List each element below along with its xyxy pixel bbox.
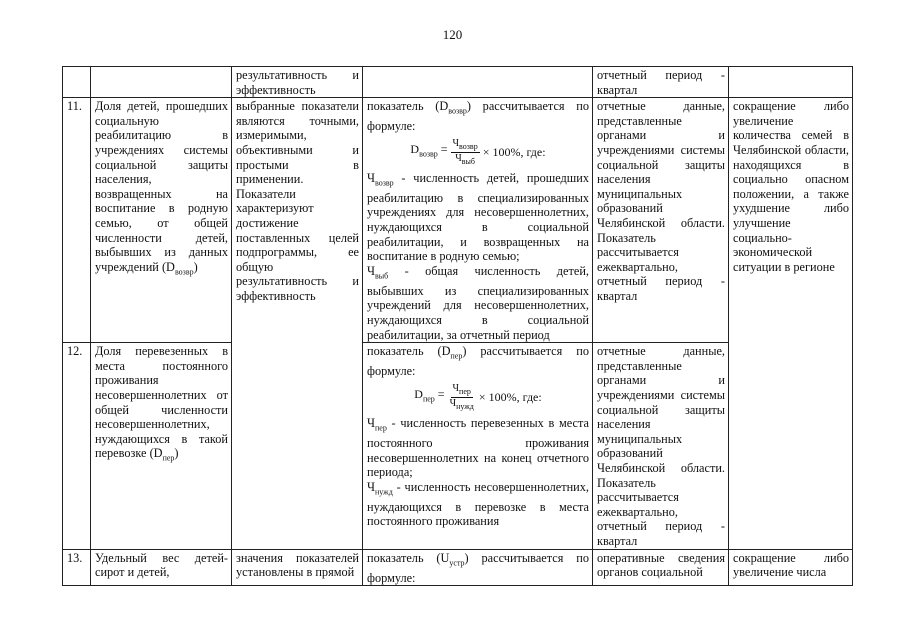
cell-source: отчетный период - квартал — [593, 67, 729, 98]
indicator-justification: выбранные показатели являются точными, измеримыми, объективными и простыми в применении. Показатели характеризуют достижение поставленных целей подпрограммы, ее общую результативность и эффективность — [232, 98, 363, 549]
indicator-name: Доля детей, прошедших социальную реабилитацию в учреждениях системы социальной защиты населения, возвращенных на воспитание в родную семью, от общей численности детей, выбывших из данных учреждений $(D_{возвр})$ — [91, 98, 232, 343]
indicator-name: Удельный вес детей-сирот и детей, — [91, 549, 232, 586]
formula: $D_{пер}$ = $\frac{Ч_{пер}}{Ч_{нужд}}$ × 100%, где: — [414, 382, 542, 411]
calculation-method: показатель $(D_{возвр})$ рассчитывается по формуле: $D_{возвр}$ = $\frac{Ч_{возвр}}{Ч_{выб}}$ × 100%, где: $Ч_{возвр}$ - численность детей, прошедших реабилитацию в специализированных учреждениях для несовершеннолетних, нуждающихся в социальной реабилитации, и возвращенных на воспитание в родную семью; $Ч_{выб}$ - общая численность детей, выбывших из специализированных учреждений для несовершеннолетних, нуждающихся в социальной реабилитации, за отчетный период — [363, 98, 593, 343]
calculation-method: показатель $(D_{пер})$ рассчитывается по формуле: $D_{пер}$ = $\frac{Ч_{пер}}{Ч_{нужд}}$ × 100%, где: $Ч_{пер}$ - численность перевезенных в места постоянного проживания несовершеннолетних на конец отчетного периода; $Ч_{нужд}$ - численность несовершеннолетних, нуждающихся в перевозке в места постоянного проживания — [363, 343, 593, 549]
influencing-factors: сокращение либо увеличение числа — [729, 549, 853, 586]
formula: $D_{возвр}$ = $\frac{Ч_{возвр}}{Ч_{выб}}$ × 100%, где: — [410, 137, 546, 166]
page-number: 120 — [442, 27, 463, 42]
calculation-method: показатель $(U_{устр})$ рассчитывается по формуле: — [363, 549, 593, 586]
table-row-continuation — [63, 67, 853, 98]
cell-method — [363, 67, 593, 98]
row-number: 13. — [63, 549, 91, 586]
table-row-11 — [63, 98, 853, 343]
table-row-13 — [63, 549, 853, 586]
row-number: 12. — [63, 343, 91, 549]
data-source: отчетные данные, представленные органами и учреждениями системы социальной защиты населения муниципальных образований Челябинской области. Показатель рассчитывается ежеквартально, отчетный период - квартал — [593, 98, 729, 343]
influencing-factors: сокращение либо увеличение количества семей в Челябинской области, находящихся в социально опасном положении, а также ухудшение либо улучшение социально-экономической ситуации в регионе — [729, 98, 853, 549]
cell-justification: результативность и эффективность — [232, 67, 363, 98]
cell-num — [63, 67, 91, 98]
cell-factors — [729, 67, 853, 98]
data-source: оперативные сведения органов социальной — [593, 549, 729, 586]
indicator-justification: значения показателей установлены в прямой — [232, 549, 363, 586]
row-number: 11. — [63, 98, 91, 343]
indicator-name: Доля перевезенных в места постоянного проживания несовершеннолетних от общей численности несовершеннолетних, нуждающихся в такой перевозке $(D_{пер})$ — [91, 343, 232, 549]
indicator-table — [62, 66, 853, 586]
cell-name — [91, 67, 232, 98]
data-source: отчетные данные, представленные органами и учреждениями системы социальной защиты населения муниципальных образований Челябинской области. Показатель рассчитывается ежеквартально, отчетный период - квартал — [593, 343, 729, 549]
